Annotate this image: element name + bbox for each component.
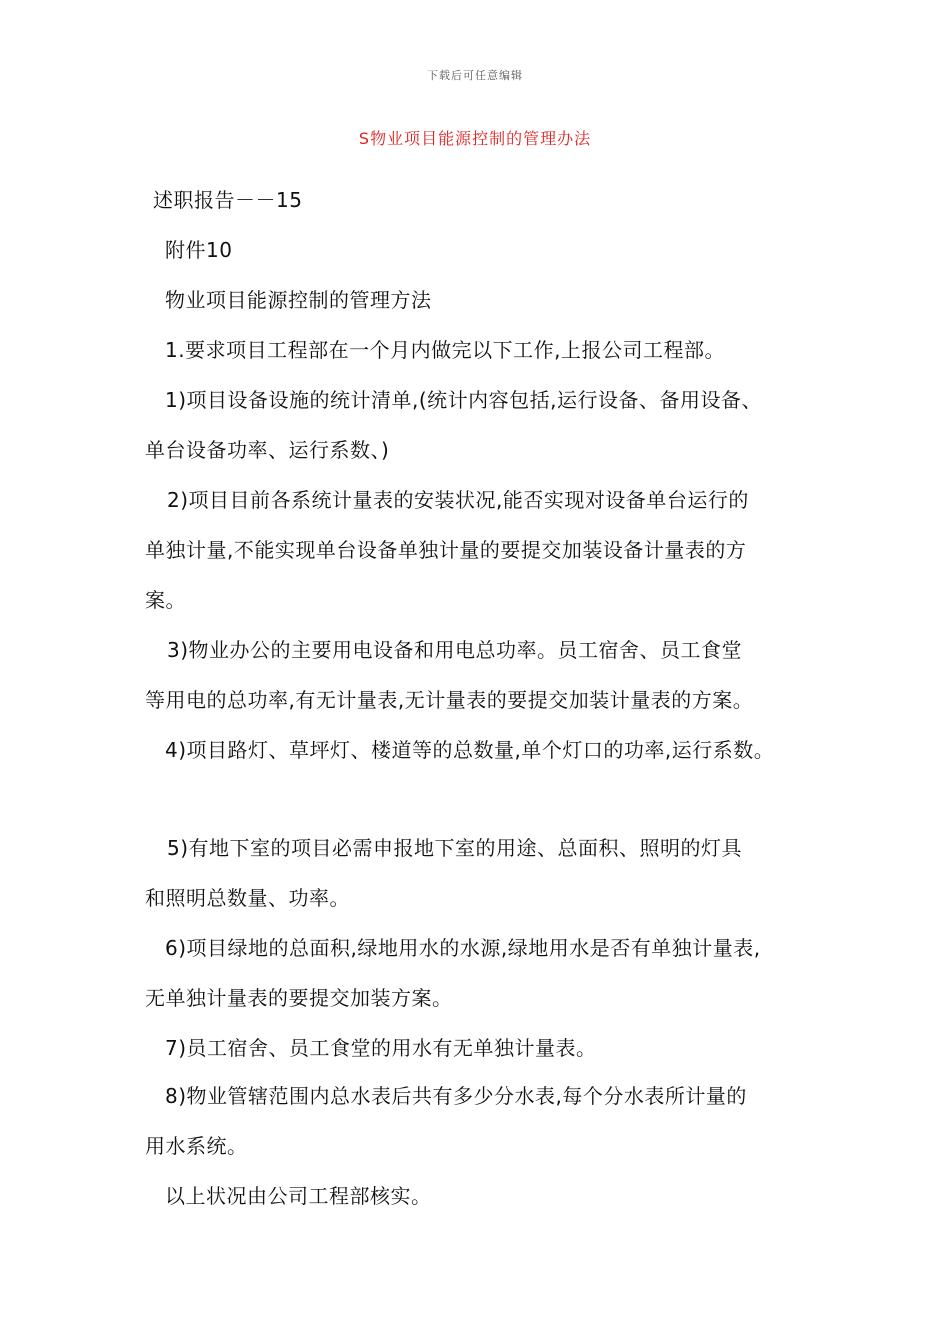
closing-note: 以上状况由公司工程部核实。 — [165, 1184, 432, 1208]
item-intro: 1.要求项目工程部在一个月内做完以下工作,上报公司工程部。 — [165, 338, 725, 362]
attachment-label: 附件10 — [165, 238, 233, 262]
item-8-line-2: 用水系统。 — [145, 1134, 248, 1158]
item-4-line-1: 4)项目路灯、草坪灯、楼道等的总数量,单个灯口的功率,运行系数。 — [165, 738, 775, 762]
item-2-line-2: 单独计量,不能实现单台设备单独计量的要提交加装设备计量表的方 — [145, 538, 747, 562]
item-7-line-1: 7)员工宿舍、员工食堂的用水有无单独计量表。 — [165, 1036, 597, 1060]
item-6-line-2: 无单独计量表的要提交加装方案。 — [145, 986, 453, 1010]
item-3-line-2: 等用电的总功率,有无计量表,无计量表的要提交加装计量表的方案。 — [145, 688, 754, 712]
document-subtitle: 述职报告－－15 — [153, 188, 303, 212]
item-8-line-1: 8)物业管辖范围内总水表后共有多少分水表,每个分水表所计量的 — [165, 1084, 747, 1108]
item-5-line-2: 和照明总数量、功率。 — [145, 886, 350, 910]
section-heading: 物业项目能源控制的管理方法 — [165, 288, 432, 312]
document-title: S物业项目能源控制的管理办法 — [358, 129, 592, 148]
item-1-line-2: 单台设备功率、运行系数、) — [145, 438, 390, 462]
item-2-line-1: 2)项目目前各系统计量表的安装状况,能否实现对设备单台运行的 — [167, 488, 749, 512]
header-note: 下载后可任意编辑 — [427, 69, 523, 82]
item-5-line-1: 5)有地下室的项目必需申报地下室的用途、总面积、照明的灯具 — [167, 836, 743, 860]
item-3-line-1: 3)物业办公的主要用电设备和用电总功率。员工宿舍、员工食堂 — [167, 638, 743, 662]
item-1-line-1: 1)项目设备设施的统计清单,(统计内容包括,运行设备、备用设备、 — [165, 388, 763, 412]
item-6-line-1: 6)项目绿地的总面积,绿地用水的水源,绿地用水是否有单独计量表, — [165, 936, 761, 960]
item-2-line-3: 案。 — [145, 588, 186, 612]
